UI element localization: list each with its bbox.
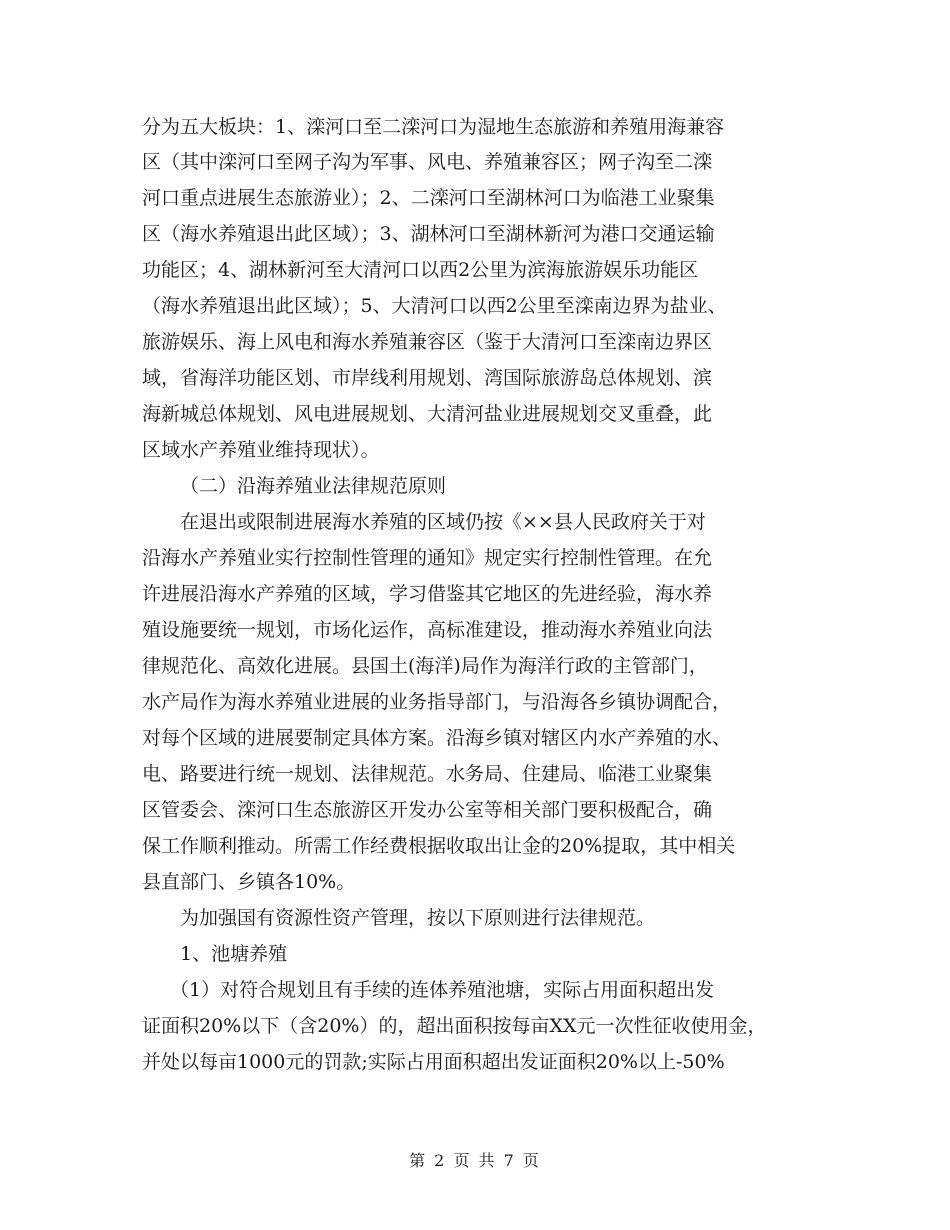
body-line: 区（其中滦河口至网子沟为军事、风电、养殖兼容区；网子沟至二滦 — [142, 151, 713, 173]
subsection-heading: 1、池塘养殖 — [180, 943, 288, 965]
body-line: 律规范化、高效化进展。县国土(海洋)局作为海洋行政的主管部门， — [142, 655, 708, 677]
body-line: 许进展沿海水产养殖的区域，学习借鉴其它地区的先进经验，海水养 — [142, 583, 713, 605]
body-line: 区域水产养殖业维持现状）。 — [142, 439, 380, 461]
page-number-footer: 第 2 页 共 7 页 — [409, 1151, 541, 1170]
body-line: 对每个区域的进展要制定具体方案。沿海乡镇对辖区内水产养殖的水、 — [142, 727, 732, 749]
body-line: 分为五大板块：1、滦河口至二滦河口为湿地生态旅游和养殖用海兼容 — [142, 116, 725, 138]
body-line: 殖设施要统一规划，市场化运作，高标准建设，推动海水养殖业向法 — [142, 619, 713, 641]
body-line: 旅游娱乐、海上风电和海水养殖兼容区（鉴于大清河口至滦南边界区 — [142, 331, 713, 353]
body-line: 水产局作为海水养殖业进展的业务指导部门，与沿海各乡镇协调配合， — [142, 691, 732, 713]
body-line: （海水养殖退出此区域）；5、大清河口以西2公里至滦南边界为盐业、 — [142, 295, 727, 317]
section-heading: （二）沿海养殖业法律规范原则 — [180, 475, 447, 497]
body-line: 河口重点进展生态旅游业）；2、二滦河口至湖林河口为临港工业聚集 — [142, 187, 715, 209]
body-line: 海新城总体规划、风电进展规划、大清河盐业进展规划交叉重叠，此 — [142, 403, 713, 425]
body-line: 区（海水养殖退出此区域）；3、湖林河口至湖林新河为港口交通运输 — [142, 223, 715, 245]
body-line: 保工作顺利推动。所需工作经费根据收取出让金的20%提取，其中相关 — [142, 835, 736, 857]
body-line: 电、路要进行统一规划、法律规范。水务局、住建局、临港工业聚集 — [142, 763, 713, 785]
body-line: 并处以每亩1000元的罚款;实际占用面积超出发证面积20%以上-50% — [142, 1051, 725, 1073]
body-line: 功能区；4、湖林新河至大清河口以西2公里为滨海旅游娱乐功能区 — [142, 259, 699, 281]
body-line: （1）对符合规划且有手续的连体养殖池塘，实际占用面积超出发 — [170, 979, 715, 1001]
body-line: 证面积20%以下（含20%）的，超出面积按每亩XX元一次性征收使用金， — [142, 1015, 767, 1037]
body-line: 县直部门、乡镇各10%。 — [142, 871, 356, 893]
body-line: 域，省海洋功能区划、市岸线利用规划、湾国际旅游岛总体规划、滨 — [142, 367, 713, 389]
body-line: 为加强国有资源性资产管理，按以下原则进行法律规范。 — [180, 907, 656, 929]
body-line: 在退出或限制进展海水养殖的区域仍按《××县人民政府关于对 — [180, 511, 706, 533]
body-line: 沿海水产养殖业实行控制性管理的通知》规定实行控制性管理。在允 — [142, 547, 713, 569]
body-line: 区管委会、滦河口生态旅游区开发办公室等相关部门要积极配合，确 — [142, 799, 713, 821]
